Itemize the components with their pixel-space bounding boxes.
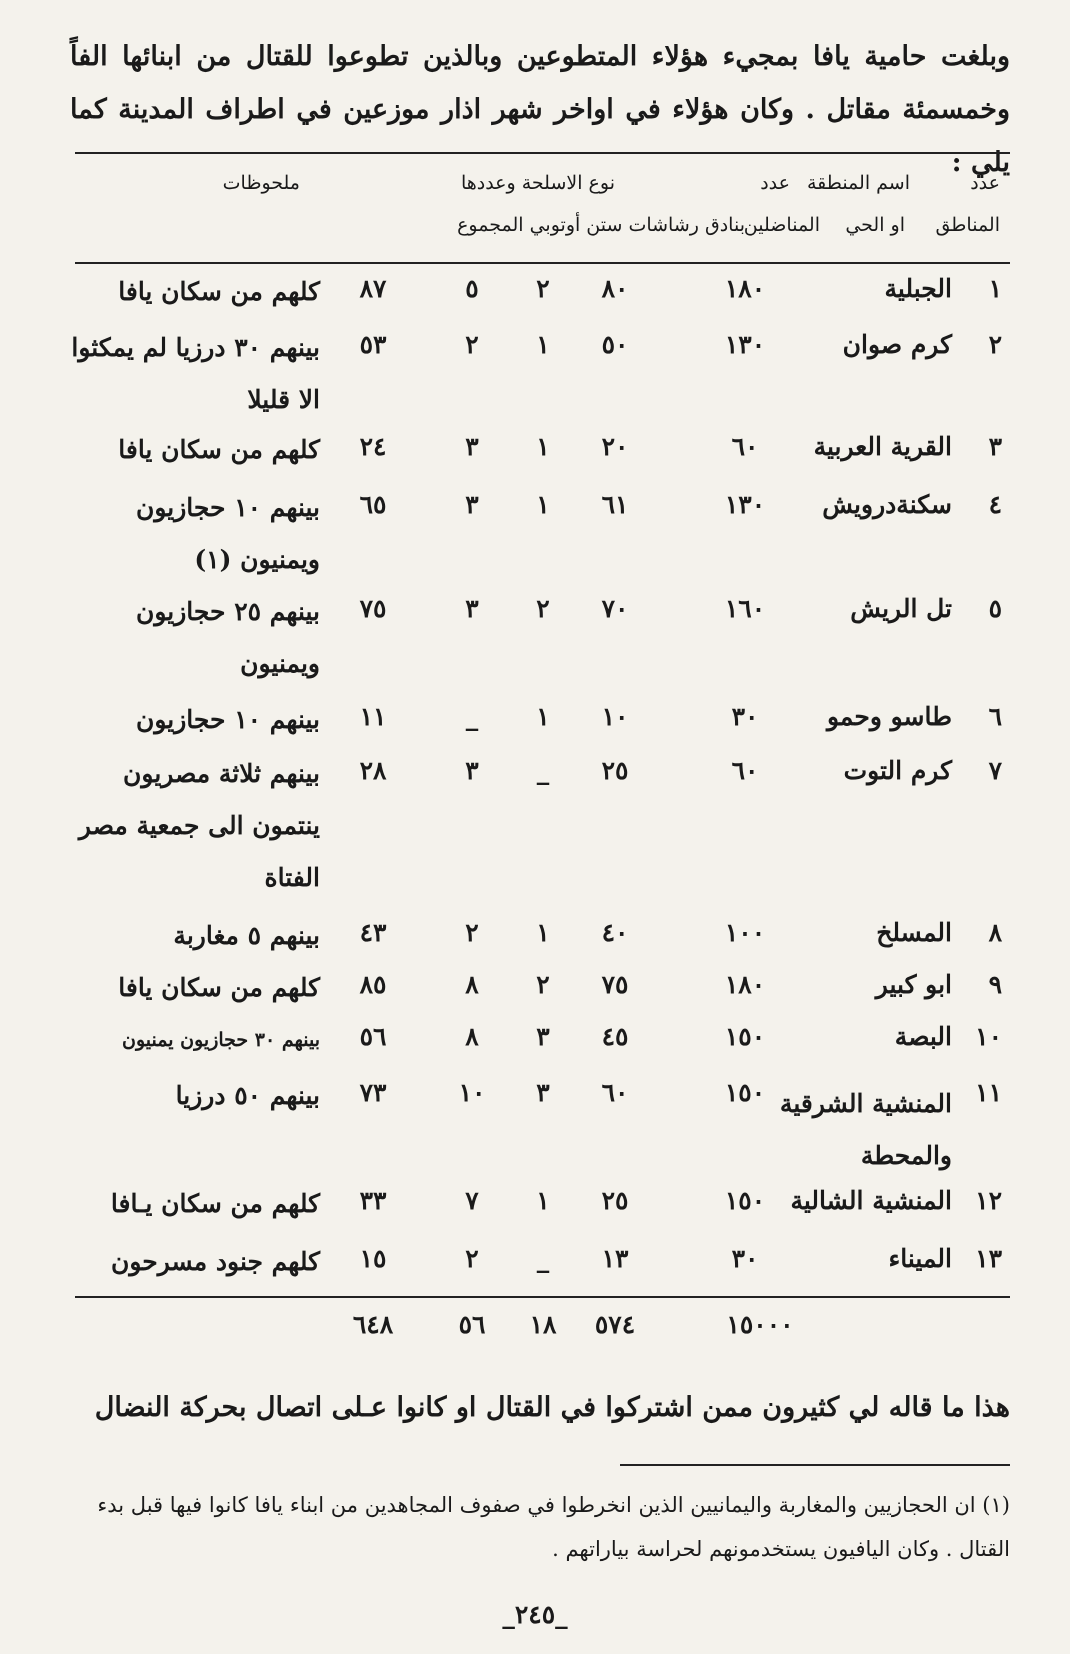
grand-total: ٦٤٨ xyxy=(352,1310,394,1339)
row-note: بينهم ٣٠ درزيا لم يمكثوا الا قليلا xyxy=(71,333,320,414)
row-sten: ٧ xyxy=(465,1186,479,1215)
row-machine-guns: ١ xyxy=(536,702,550,731)
row-note: كلهم من سكان يـافا xyxy=(110,1189,320,1218)
row-sten: ٣ xyxy=(465,432,479,461)
row-index: ٢ xyxy=(988,330,1002,359)
header-count: عدد xyxy=(970,172,1000,194)
row-index: ١٣ xyxy=(975,1244,1002,1273)
total-machine-guns: ١٨ xyxy=(529,1310,557,1339)
row-defenders: ١٨٠ xyxy=(724,274,766,303)
row-area: ابو كبير xyxy=(875,970,952,999)
row-sten: _ xyxy=(465,702,479,731)
row-sten: ٣ xyxy=(465,756,479,785)
row-rifles: ٢٥ xyxy=(601,756,629,785)
row-defenders: ٦٠ xyxy=(731,432,759,461)
total-sten: ٥٦ xyxy=(458,1310,486,1339)
row-defenders: ١٠٠ xyxy=(724,918,766,947)
row-area: البصة xyxy=(894,1022,952,1051)
row-sten: ٢ xyxy=(465,918,479,947)
header-weapons: نوع الاسلحة وعددها xyxy=(460,172,615,194)
row-area: طاسو وحمو xyxy=(827,702,952,731)
row-sten: ٨ xyxy=(465,1022,479,1051)
row-index: ٤ xyxy=(988,490,1002,519)
row-sten: ٥ xyxy=(465,274,479,303)
row-total: ٨٥ xyxy=(359,970,387,999)
row-index: ٦ xyxy=(988,702,1002,731)
row-machine-guns: _ xyxy=(536,756,550,785)
row-defenders: ١٥٠ xyxy=(724,1186,766,1215)
row-defenders: ١٣٠ xyxy=(724,330,766,359)
table-header-rule xyxy=(75,262,1010,264)
row-defenders: ١٥٠ xyxy=(724,1078,766,1107)
row-machine-guns: ١ xyxy=(536,432,550,461)
row-area: المنشية الشرقية والمحطة xyxy=(779,1089,952,1170)
row-sten: ٣ xyxy=(465,594,479,623)
table-totals-rule xyxy=(75,1296,1010,1298)
page-number: _٢٤٥_ xyxy=(502,1600,568,1629)
row-index: ٧ xyxy=(988,756,1002,785)
row-index: ٣ xyxy=(988,432,1002,461)
row-machine-guns: ١ xyxy=(536,330,550,359)
row-total: ٧٣ xyxy=(359,1078,387,1107)
row-rifles: ٢٥ xyxy=(601,1186,629,1215)
row-rifles: ٢٠ xyxy=(601,432,629,461)
row-index: ٥ xyxy=(988,594,1002,623)
row-machine-guns: ٢ xyxy=(536,274,550,303)
row-sten: ١٠ xyxy=(458,1078,486,1107)
row-total: ٥٣ xyxy=(359,330,387,359)
row-area: تل الريش xyxy=(850,594,952,623)
row-machine-guns: ٢ xyxy=(536,594,550,623)
row-total: ١١ xyxy=(359,702,387,731)
row-rifles: ٦١ xyxy=(601,490,629,519)
row-rifles: ٤٠ xyxy=(601,918,629,947)
row-area: الجبلية xyxy=(884,274,952,303)
row-defenders: ١٥٠ xyxy=(724,1022,766,1051)
row-note: بينهم ١٠ حجازيون xyxy=(136,705,320,734)
row-note: كلهم جنود مسرحون xyxy=(110,1247,320,1276)
row-note: بينهم ١٠ حجازيون ويمنيون (١) xyxy=(136,493,320,574)
row-defenders: ٦٠ xyxy=(731,756,759,785)
row-sten: ٣ xyxy=(465,490,479,519)
row-machine-guns: ١ xyxy=(536,1186,550,1215)
row-index: ١١ xyxy=(975,1078,1002,1107)
row-total: ٣٣ xyxy=(359,1186,387,1215)
header-defenders: المناضلين xyxy=(743,214,820,236)
header-notes: ملحوظات xyxy=(222,172,300,194)
row-area: الميناء xyxy=(888,1244,952,1273)
row-defenders: ١٣٠ xyxy=(724,490,766,519)
row-index: ١٠ xyxy=(975,1022,1002,1051)
row-rifles: ٦٠ xyxy=(601,1078,629,1107)
row-total: ٢٤ xyxy=(359,432,387,461)
row-index: ٨ xyxy=(988,918,1002,947)
row-note: بينهم ٥ مغاربة xyxy=(173,921,320,950)
row-rifles: ٨٠ xyxy=(601,274,629,303)
row-rifles: ٤٥ xyxy=(601,1022,629,1051)
row-sten: ٨ xyxy=(465,970,479,999)
row-note: بينهم ٥٠ درزيا xyxy=(175,1081,320,1110)
row-area: المسلخ xyxy=(876,918,952,947)
row-rifles: ٧٠ xyxy=(601,594,629,623)
row-total: ١٥ xyxy=(359,1244,387,1273)
row-sten: ٢ xyxy=(465,1244,479,1273)
row-machine-guns: _ xyxy=(536,1244,550,1273)
row-machine-guns: ٣ xyxy=(536,1022,550,1051)
row-total: ٧٥ xyxy=(359,594,387,623)
row-rifles: ٧٥ xyxy=(601,970,629,999)
row-machine-guns: ١ xyxy=(536,918,550,947)
row-index: ٩ xyxy=(988,970,1002,999)
row-index: ١ xyxy=(988,274,1002,303)
row-note: كلهم من سكان يافا xyxy=(118,277,320,306)
row-total: ٨٧ xyxy=(359,274,387,303)
row-rifles: ٥٠ xyxy=(601,330,629,359)
header-regions: المناطق xyxy=(935,214,1000,236)
closing-sentence: هذا ما قاله لي كثيرون ممن اشتركوا في القتال او كانوا عـلى اتصال بحركة النضال xyxy=(94,1392,1010,1423)
total-rifles: ٥٧٤ xyxy=(594,1310,636,1339)
row-area: كرم التوت xyxy=(843,756,952,785)
footnote-rule xyxy=(620,1464,1010,1466)
row-note: بينهم ثلاثة مصريون ينتمون الى جمعية مصر الفتاة xyxy=(78,759,320,892)
row-total: ٢٨ xyxy=(359,756,387,785)
row-index: ١٢ xyxy=(975,1186,1002,1215)
row-machine-guns: ١ xyxy=(536,490,550,519)
row-area: كرم صوان xyxy=(842,330,952,359)
row-defenders: ٣٠ xyxy=(731,702,759,731)
row-total: ٦٥ xyxy=(359,490,387,519)
row-defenders: ٣٠ xyxy=(731,1244,759,1273)
row-machine-guns: ٣ xyxy=(536,1078,550,1107)
row-defenders: ١٦٠ xyxy=(724,594,766,623)
header-weapon-types: بنادق رشاشات ستن أوتوبي المجموع xyxy=(457,214,745,236)
row-area: المنشية الشالية xyxy=(790,1186,952,1215)
footnote: (١) ان الحجازيين والمغاربة واليمانيين الذين انخرطوا في صفوف المجاهدين من ابناء يافا كانوا فيها قبل بدء القتال . وكان اليافيون يستخدمونهم لحراسة بياراتهم . xyxy=(97,1493,1010,1561)
total-defenders: ١٥٠٠٠ xyxy=(726,1310,794,1339)
intro-paragraph: وبلغت حامية يافا بمجيء هؤلاء المتطوعين وبالذين تطوعوا للقتال من ابنائها الفاً وخمسمئة مقاتل . وكان هؤلاء في اواخر شهر اذار موزعين في اطراف المدينة كما يلي : xyxy=(70,41,1010,178)
header-area-name: اسم المنطقة xyxy=(806,172,910,194)
table-top-rule xyxy=(75,152,1010,154)
row-machine-guns: ٢ xyxy=(536,970,550,999)
row-area: القرية العربية xyxy=(813,432,952,461)
header-defenders-count: عدد xyxy=(760,172,790,194)
row-rifles: ١٠ xyxy=(601,702,629,731)
row-total: ٥٦ xyxy=(359,1022,387,1051)
row-area: سكنةدرويش xyxy=(822,490,952,519)
header-area-or: او الحي xyxy=(845,214,905,236)
row-total: ٤٣ xyxy=(359,918,387,947)
row-rifles: ١٣ xyxy=(601,1244,629,1273)
row-note: بينهم ٣٠ حجازيون يمنيون xyxy=(122,1029,320,1051)
row-sten: ٢ xyxy=(465,330,479,359)
row-note: بينهم ٢٥ حجازيون ويمنيون xyxy=(136,597,320,678)
row-note: كلهم من سكان يافا xyxy=(118,435,320,464)
row-defenders: ١٨٠ xyxy=(724,970,766,999)
row-note: كلهم من سكان يافا xyxy=(118,973,320,1002)
